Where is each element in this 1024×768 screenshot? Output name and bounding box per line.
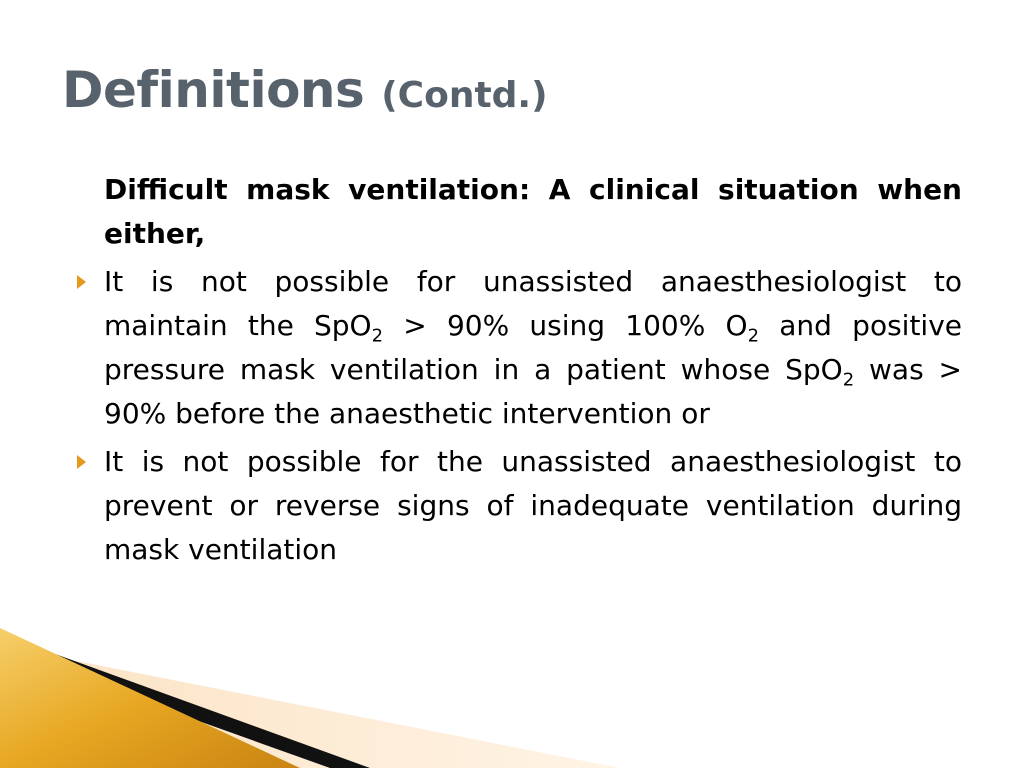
slide-title [62,55,548,131]
triangle-right-icon [77,275,86,289]
triangle-right-icon [77,455,86,469]
bullet-text: > 90% using 100% O [383,309,748,342]
corner-decoration [0,628,620,768]
intro-paragraph: Difficult mask ventilation: A clinical situation when either, [104,173,962,250]
slide-body [104,168,962,576]
bullet-text: It is not possible for the unassisted anaesthesiologist to prevent or reverse signs of inadequate ventilation during mask ventilation [104,445,962,566]
subscript: 2 [842,369,855,391]
bullet-text: It is not possible for unassisted anaesthesiologist to maintain the SpO [104,265,962,342]
bullet-item [104,440,962,572]
bullet-item [104,260,962,436]
title-main: Definitions [62,61,365,119]
subscript: 2 [371,325,384,347]
bullet-text: was > 90% before the anaesthetic intervention or [104,353,962,430]
title-suffix: (Contd.) [381,75,548,116]
subscript: 2 [747,325,760,347]
bullet-list [104,260,962,572]
bullet-text: and positive pressure mask ventilation in a patient whose SpO [104,309,962,386]
